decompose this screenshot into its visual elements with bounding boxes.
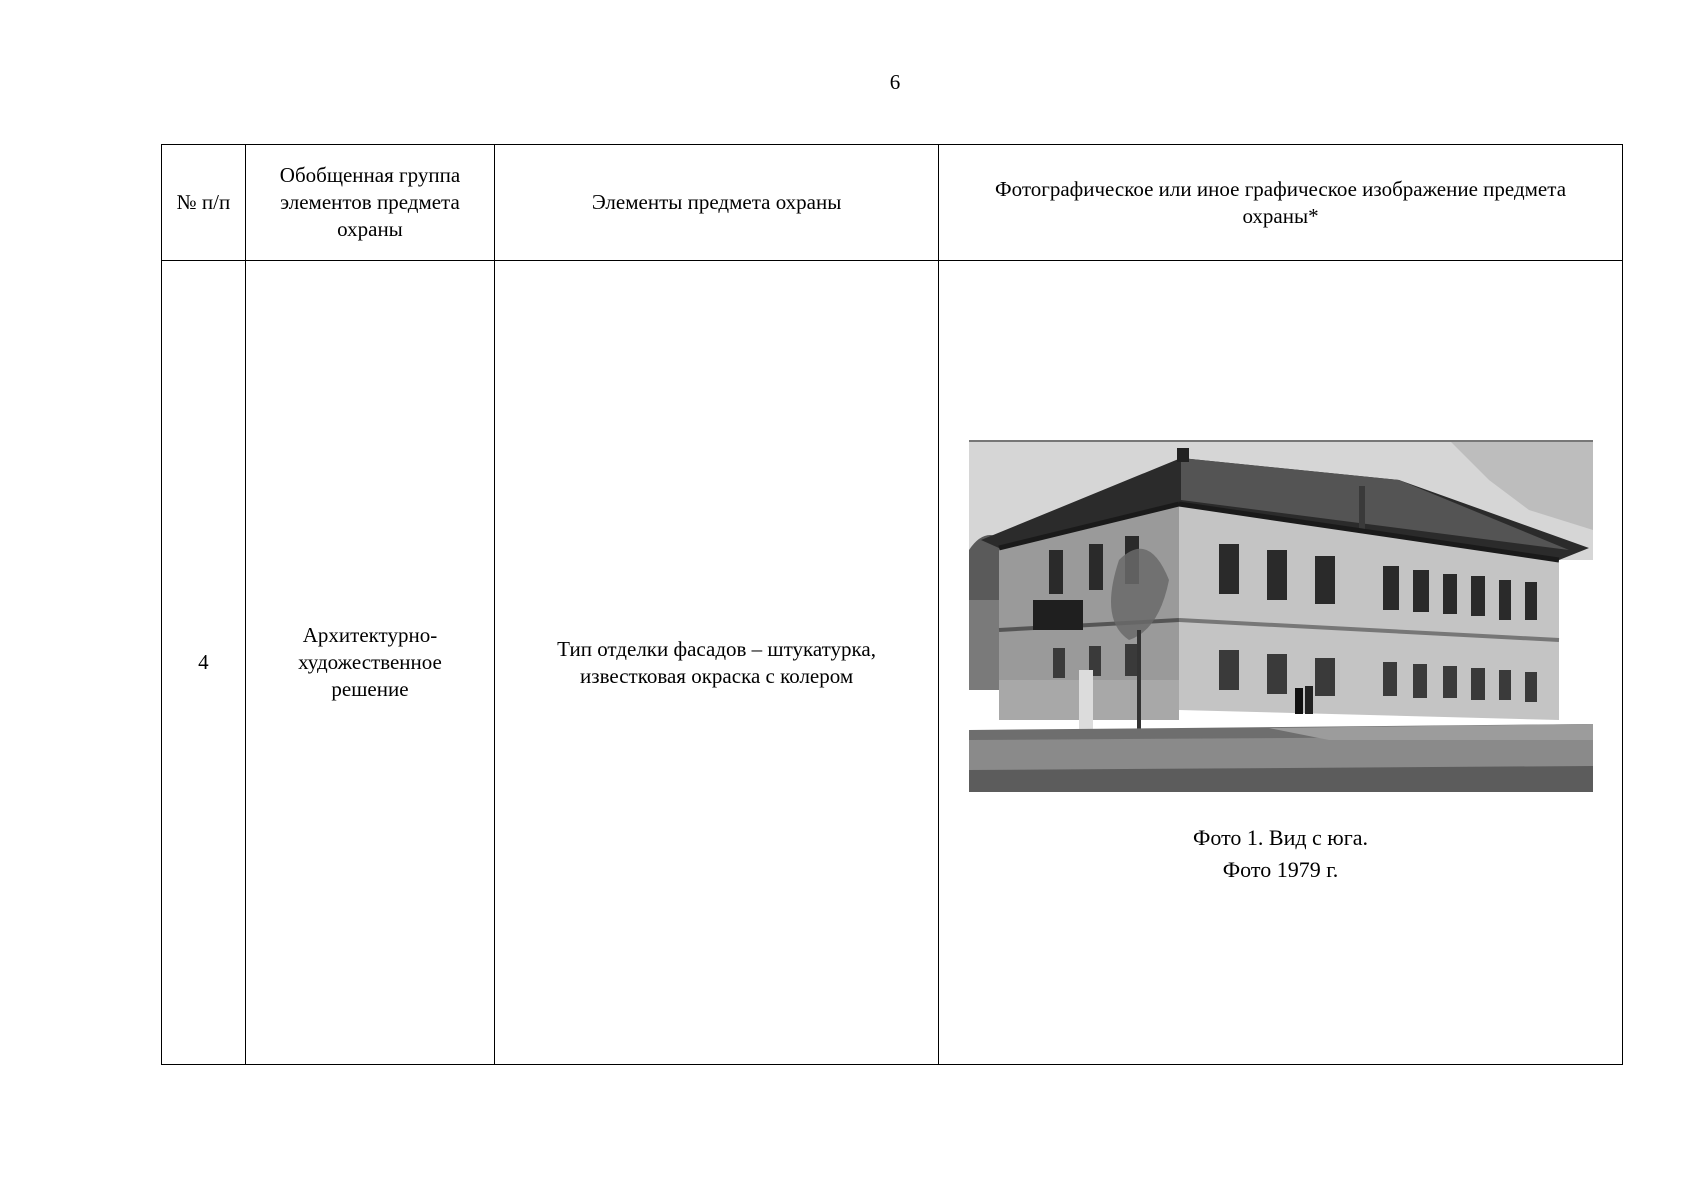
building-photo xyxy=(969,440,1593,792)
header-group: Обобщенная группа элементов предмета охраны xyxy=(245,145,494,261)
photo-caption-line1: Фото 1. Вид с юга. xyxy=(1192,824,1369,850)
header-num: № п/п xyxy=(162,145,246,261)
row-elements-text: Тип отделки фасадов – штукатурка, известковая окраска с колером xyxy=(557,636,877,688)
header-image xyxy=(939,145,1623,261)
photo-caption-line2: Фото 1979 г. xyxy=(1222,856,1339,882)
header-image-text: Фотографическое или иное графическое изображение предмета охраны* xyxy=(995,176,1567,228)
photo-block xyxy=(969,440,1593,886)
row-num: 4 xyxy=(162,261,246,1065)
header-elements: Элементы предмета охраны xyxy=(495,145,939,261)
table-header-row xyxy=(162,145,1623,261)
row-group xyxy=(245,261,494,1065)
row-elements xyxy=(495,261,939,1065)
table-row xyxy=(162,261,1623,1065)
row-photo-cell xyxy=(939,261,1623,1065)
photo-caption xyxy=(969,822,1593,886)
page-number: 6 xyxy=(889,70,901,94)
row-group-text: Архитектурно-художественное решение xyxy=(298,623,442,701)
protection-table xyxy=(161,144,1623,1065)
